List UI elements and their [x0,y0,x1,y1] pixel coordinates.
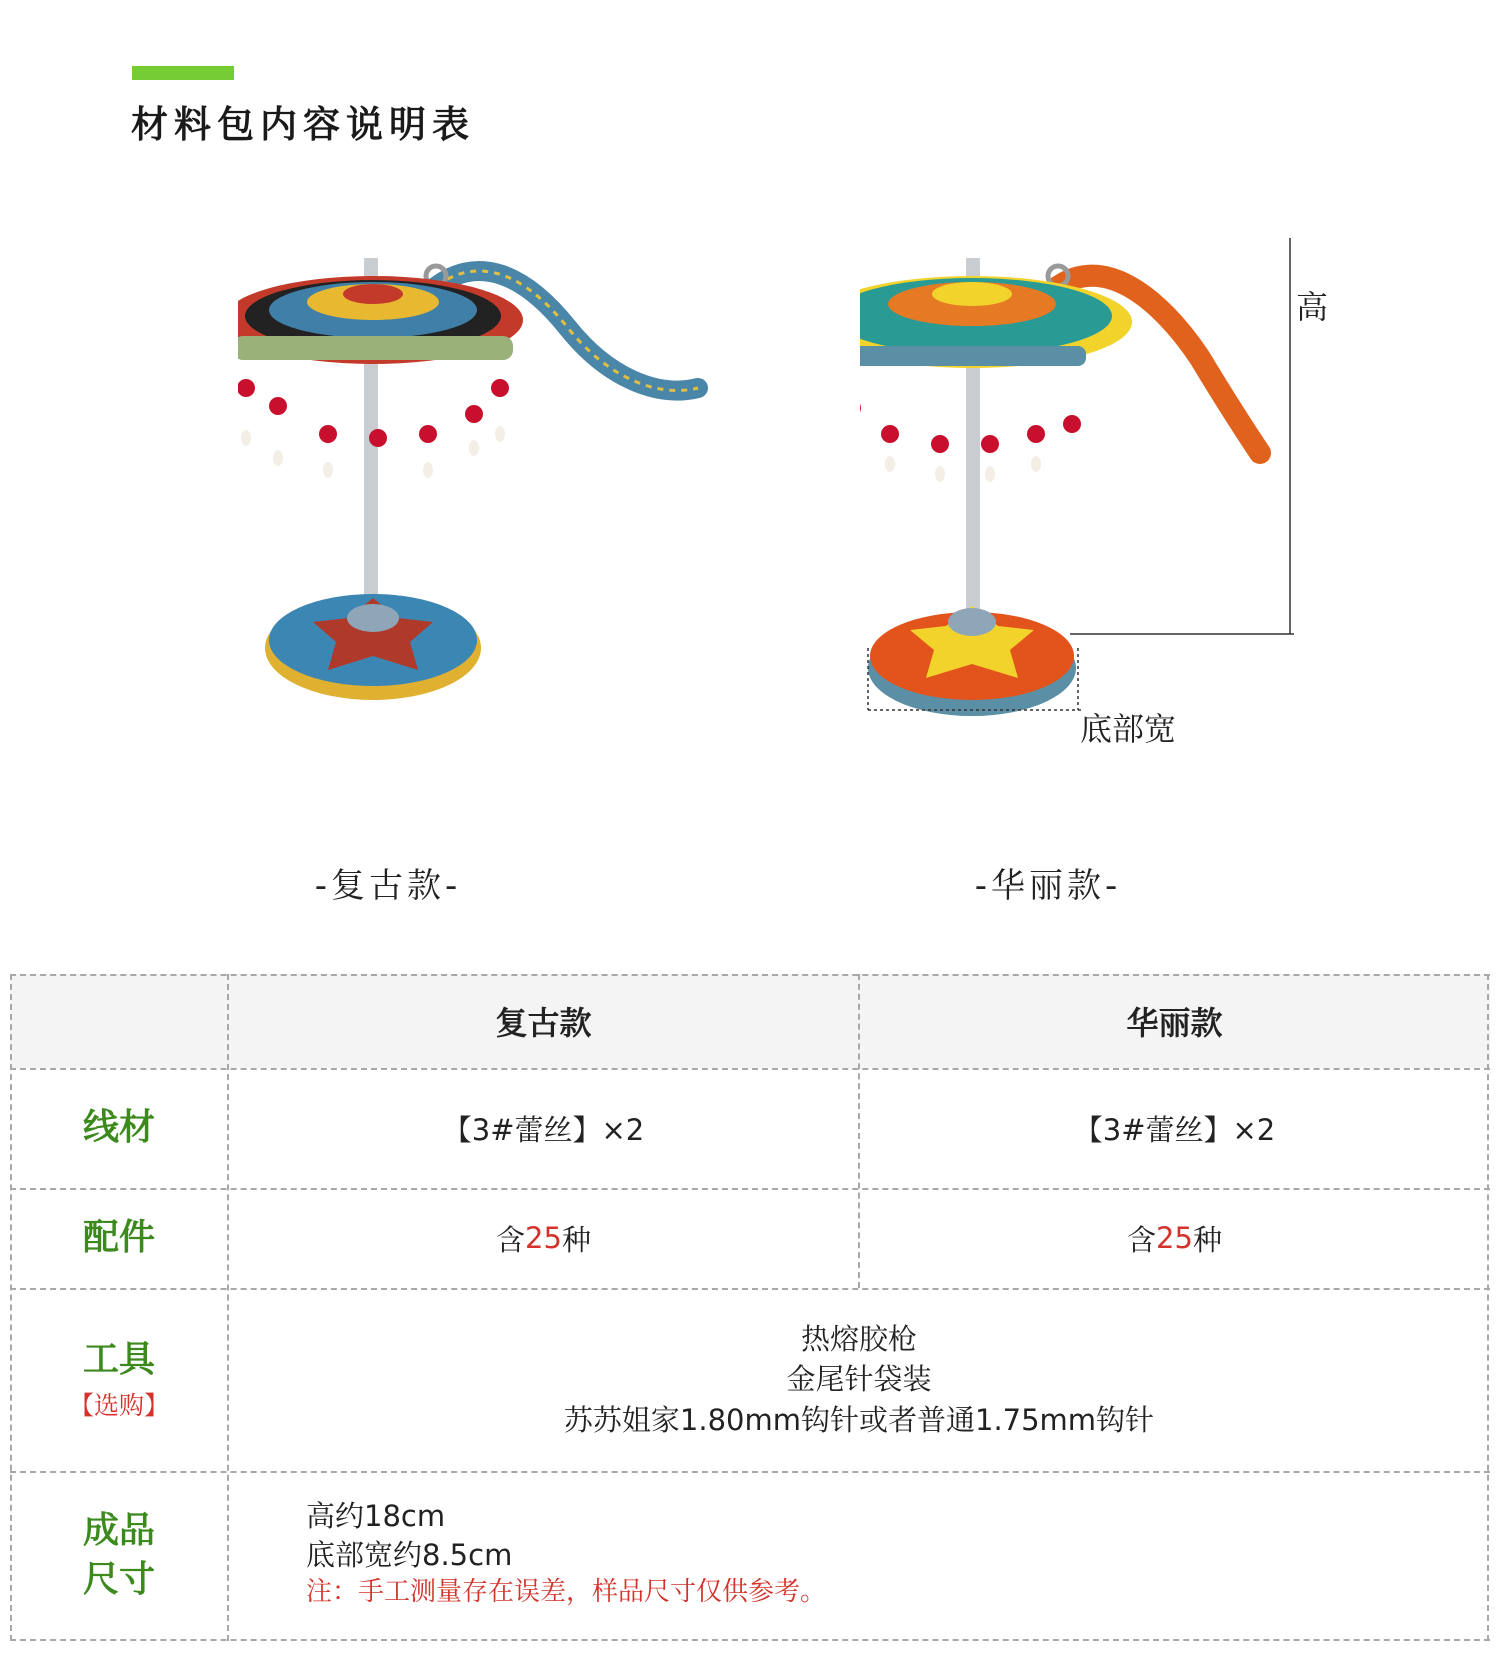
table-border [10,974,1490,976]
table-border [10,974,12,1641]
table-border [1487,974,1489,1641]
parts-suffix: 种 [561,1222,591,1257]
table-divider [227,974,229,1641]
table-divider [10,1471,1490,1473]
parts-retro-value [228,1188,859,1288]
base-width-dimension-label: 底部宽 [1080,710,1177,748]
spec-table [10,974,1490,1641]
tools-optional-tag: 【选购】 [68,1390,169,1420]
yarn-retro-value: 【3#蕾丝】×2 [442,1112,645,1147]
product-image-gorgeous [860,238,1360,778]
table-divider [10,1068,1490,1070]
row-label-tools [10,1288,228,1471]
table-divider [10,1188,1490,1190]
size-height: 高约18cm [306,1499,446,1533]
product-image-retro [238,238,738,778]
caption-retro: -复古款- [314,866,462,906]
yarn-gorgeous-value: 【3#蕾丝】×2 [1073,1112,1276,1147]
tool-item: 金尾针袋装 [786,1362,932,1397]
title-accent-bar [132,66,234,80]
size-base-width: 底部宽约8.5cm [306,1538,513,1573]
tool-item: 苏苏姐家1.80mm钩针或者普通1.75mm钩针 [563,1402,1155,1437]
tool-item: 热熔胶枪 [800,1322,917,1357]
parts-count: 25 [1156,1221,1193,1255]
size-note: 注：手工测量存在误差，样品尺寸仅供参考。 [306,1577,827,1608]
column-header-gorgeous: 华丽款 [859,974,1490,1068]
header-empty-cell [10,974,228,1068]
column-header-retro: 复古款 [228,974,859,1068]
tools-list [228,1288,1490,1471]
parts-suffix: 种 [1192,1222,1222,1257]
caption-gorgeous: -华丽款- [974,866,1122,906]
table-divider [10,1288,1490,1290]
parts-prefix: 含 [496,1222,526,1257]
parts-prefix: 含 [1127,1222,1157,1257]
size-label-line2: 尺寸 [82,1559,155,1600]
row-label-size [10,1471,228,1641]
row-label-parts: 配件 [82,1216,155,1258]
size-details [306,1497,826,1610]
page-title: 材料包内容说明表 [131,103,475,146]
parts-gorgeous-value [859,1188,1490,1288]
height-dimension-label: 高 [1296,288,1329,326]
table-border [10,1639,1490,1641]
table-divider [858,974,860,1288]
tools-label: 工具 [82,1339,155,1381]
size-label-line1: 成品 [82,1510,155,1552]
parts-count: 25 [525,1221,562,1255]
row-label-yarn: 线材 [82,1106,155,1148]
